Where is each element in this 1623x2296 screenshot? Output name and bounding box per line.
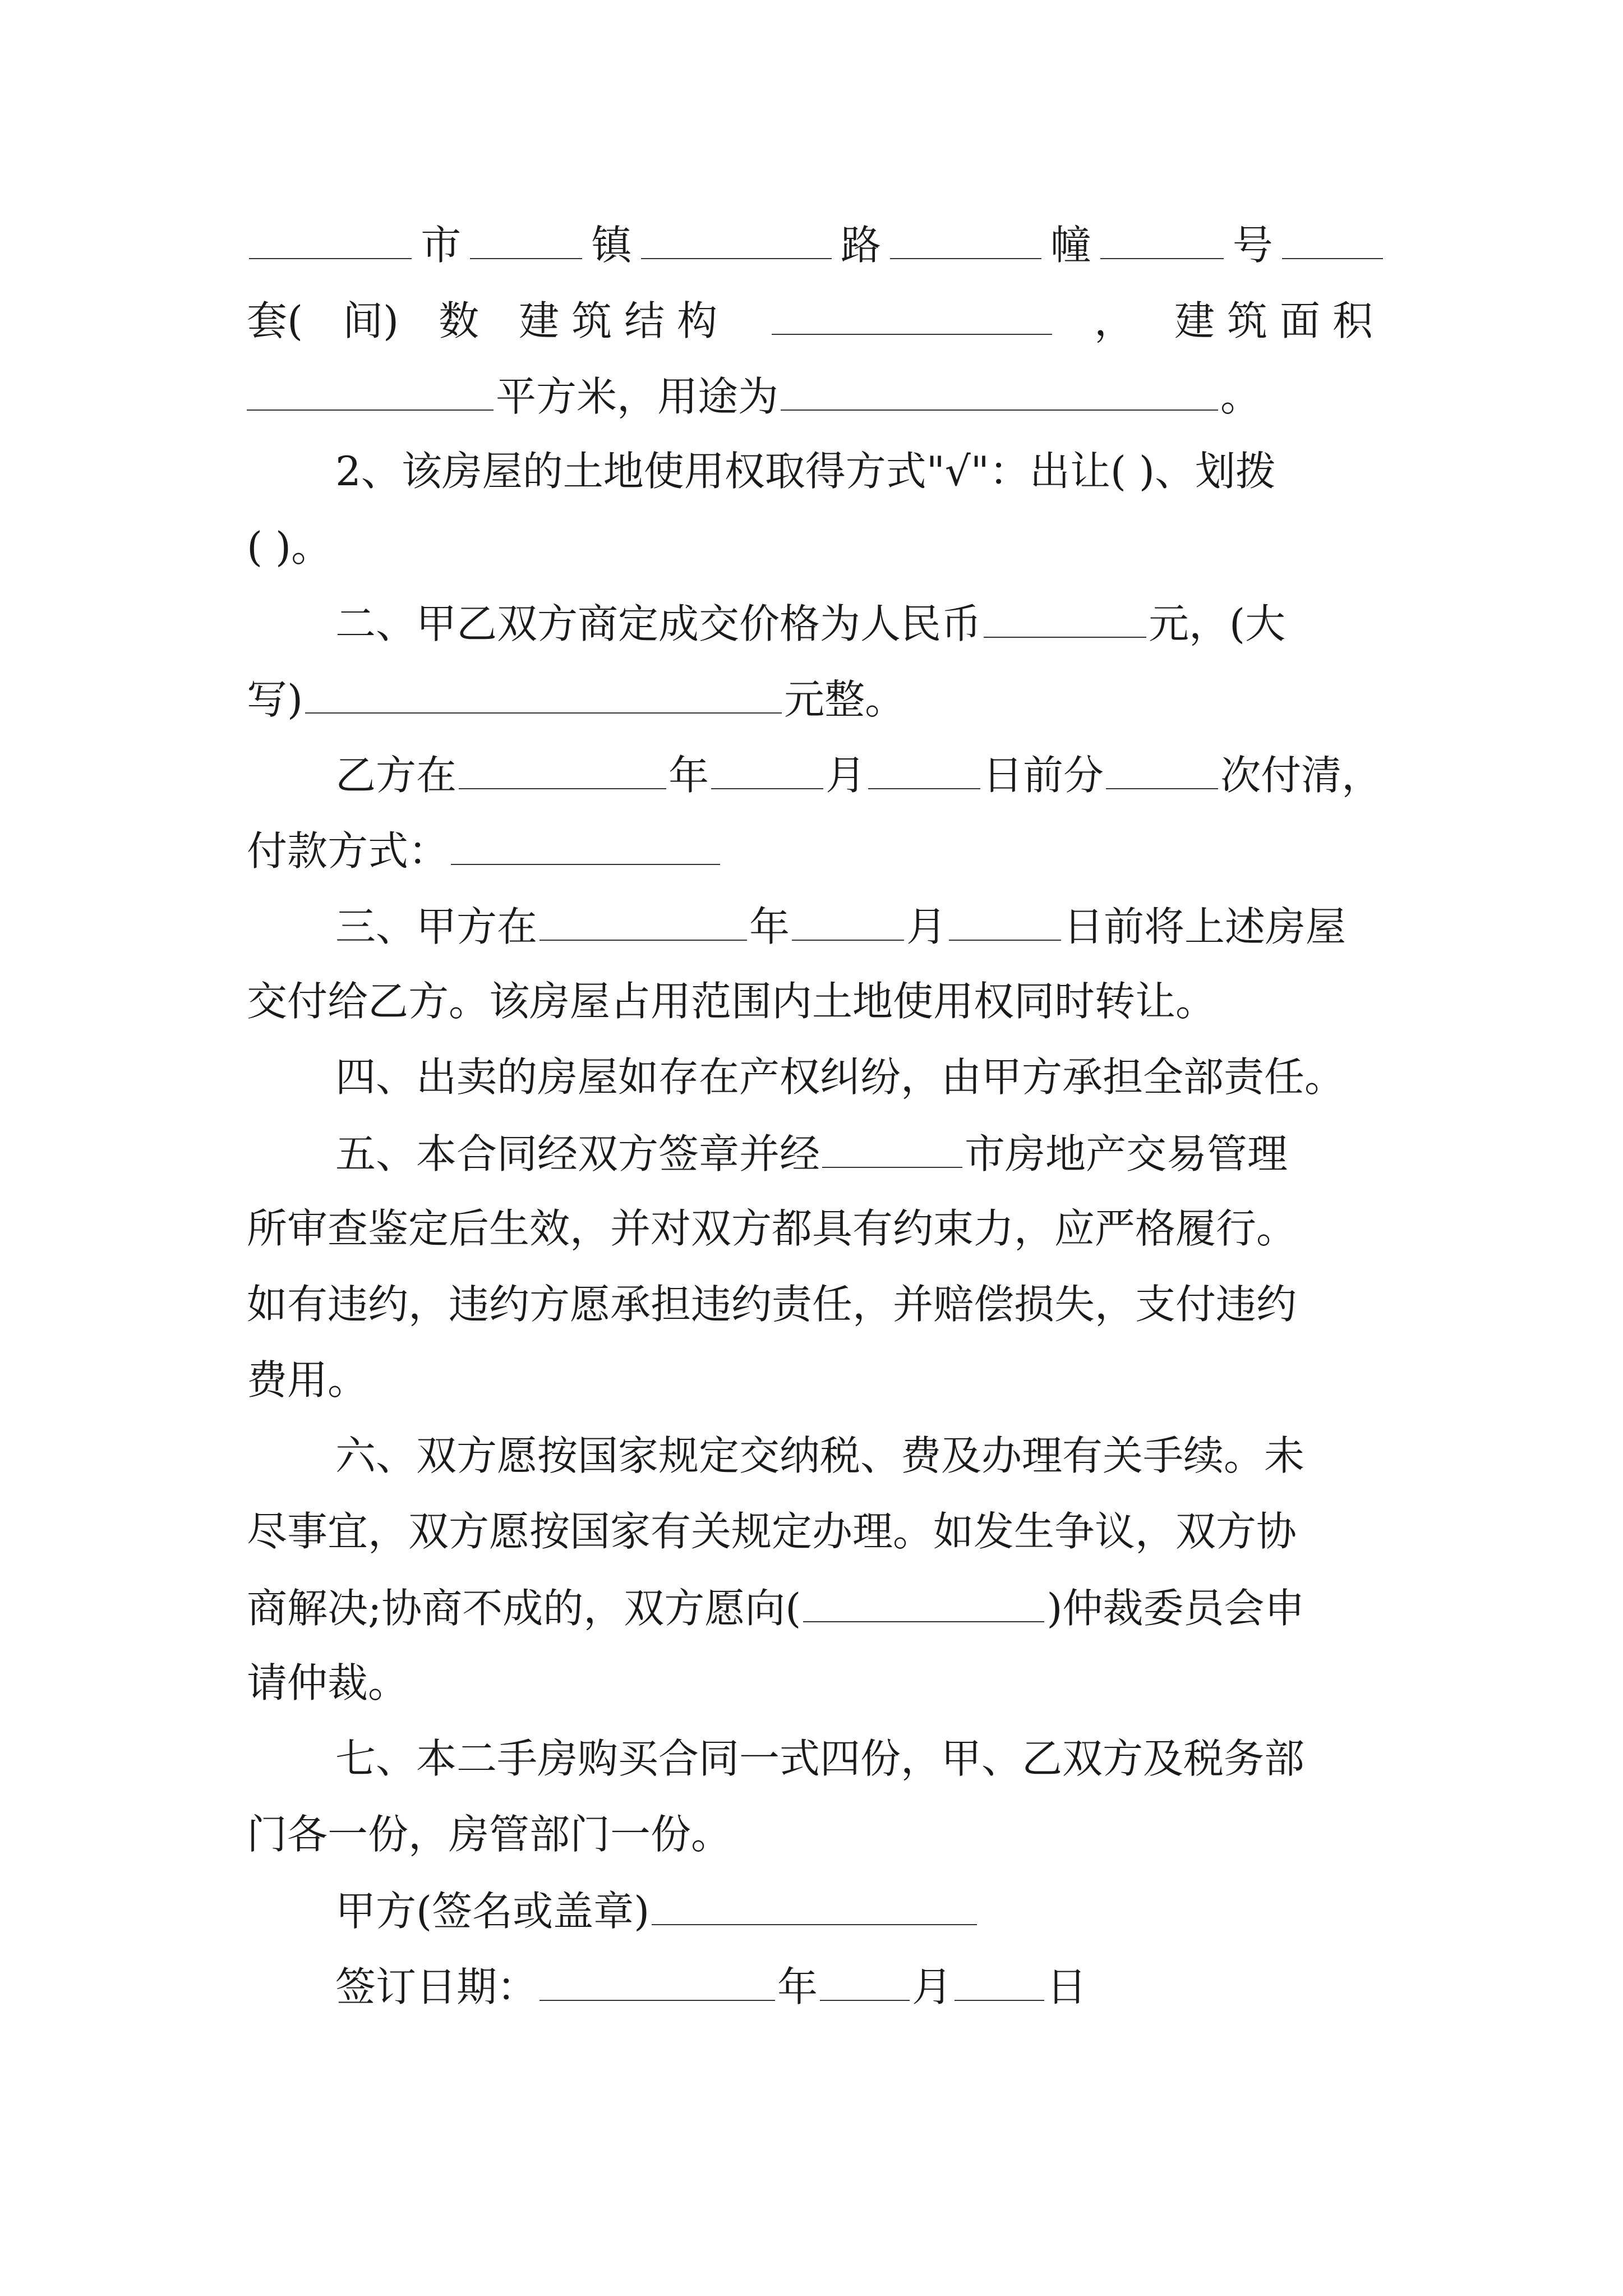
blank-date-month[interactable] [820,1955,910,2001]
blank-pay-month[interactable] [711,743,823,789]
clause-effect [335,1122,1385,1184]
label-road: 路 [840,222,881,269]
clause-effect-3 [247,1273,1385,1335]
comma: ， [1094,297,1135,344]
label-rooms-open: 套( [247,297,303,344]
payment-text-e: 次付清， [1220,752,1382,799]
blank-arbitration[interactable] [803,1576,1044,1622]
clause-6-text-d: )仲裁委员会申 [1046,1585,1305,1632]
delivery-text-c: 月 [906,903,947,950]
blank-number[interactable] [1100,213,1224,259]
clause-copies-2 [247,1803,1385,1865]
blank-town[interactable] [470,213,582,259]
blank-structure[interactable] [772,289,1052,335]
payment-text-c: 月 [826,752,866,799]
clause-land-right [335,440,1385,502]
date-year-label: 年 [777,1963,818,2010]
blank-delivery-month[interactable] [792,895,904,941]
payment-method-label: 付款方式： [247,827,449,875]
blank-road[interactable] [641,213,832,259]
label-area: 建筑面积 [1174,297,1385,344]
clause-4-text: 四、出卖的房屋如存在产权纠纷，由甲方承担全部责任。 [335,1053,1345,1101]
clause-dispute-ownership [335,1046,1385,1108]
label-city: 市 [421,222,462,269]
delivery-text-b: 年 [749,903,790,950]
payment-text-d: 日前分 [983,752,1104,799]
clause-price-cont [247,668,1385,729]
clause-delivery [335,895,1385,956]
blank-delivery-day[interactable] [949,895,1061,941]
clause-5-text-d: 如有违约，违约方愿承担违约责任，并赔偿损失，支付违约 [247,1281,1297,1328]
blank-area[interactable] [247,365,494,411]
blank-pay-day[interactable] [868,743,980,789]
blank-price[interactable] [984,592,1146,638]
address-line [247,213,1385,275]
payment-text-b: 年 [668,752,709,799]
clause-7-text-a: 七、本二手房购买合同一式四份，甲、乙双方及税务部 [335,1735,1305,1782]
clause-delivery-cont [247,970,1385,1032]
blank-pay-times[interactable] [1106,743,1218,789]
clause-land-right-cont [247,516,1385,578]
period: 。 [1220,373,1261,420]
signature-label: 甲方(签名或盖章) [335,1888,650,1935]
clause-price [335,592,1385,654]
clause-tax-2 [247,1501,1385,1562]
clause-effect-2 [247,1198,1385,1259]
clause-6-text-a: 六、双方愿按国家规定交纳税、费及办理有关手续。未 [335,1432,1305,1479]
clause-price-caps-end: 元整。 [784,676,906,723]
clause-land-right-text-2: ( )。 [247,523,332,570]
clause-effect-4 [247,1349,1385,1411]
label-rooms-mid: 间) [343,297,399,344]
clause-price-text: 二、甲乙双方商定成交价格为人民币 [335,600,982,647]
blank-city[interactable] [249,213,412,259]
date-month-label: 月 [912,1963,953,2010]
delivery-text-e: 交付给乙方。该房屋占用范围内土地使用权同时转让。 [247,978,1216,1025]
clause-land-right-text: 2、该房屋的土地使用权取得方式"√"：出让( )、划拨 [335,448,1276,495]
label-usage: ，用途为 [617,373,779,420]
blank-date-year[interactable] [540,1955,775,2001]
label-structure: 建筑结构 [519,297,730,344]
label-rooms-count: 数 [439,297,479,344]
clause-6-text-c: 商解决;协商不成的，双方愿向( [247,1585,801,1632]
area-usage-line [247,365,1385,426]
clause-payment-method [247,819,1385,881]
delivery-text-a: 三、甲方在 [335,903,538,950]
date-line [335,1955,1385,2017]
label-building: 幢 [1050,222,1091,269]
structure-line [247,289,1385,351]
clause-copies [335,1728,1385,1789]
blank-signature[interactable] [652,1879,977,1925]
clause-7-text-b: 门各一份，房管部门一份。 [247,1811,732,1858]
blank-unit[interactable] [1282,213,1383,259]
label-number: 号 [1232,222,1273,269]
clause-5-text-a: 五、本合同经双方签章并经 [335,1130,820,1177]
clause-5-text-b: 市房地产交易管理 [965,1130,1288,1177]
clause-6-text-b: 尽事宜，双方愿按国家有关规定办理。如发生争议，双方协 [247,1508,1297,1555]
date-label: 签订日期： [335,1963,538,2010]
blank-pay-year[interactable] [459,743,666,789]
clause-tax [335,1425,1385,1487]
clause-payment [335,743,1385,805]
blank-payment-method[interactable] [451,819,720,865]
clause-5-text-e: 费用。 [247,1356,368,1404]
clause-5-text-c: 所审查鉴定后生效，并对双方都具有约束力，应严格履行。 [247,1205,1297,1252]
signature-line [335,1879,1385,1941]
date-day-label: 日 [1046,1963,1087,2010]
blank-city-office[interactable] [822,1122,962,1168]
clause-tax-4 [247,1652,1385,1714]
blank-usage[interactable] [781,365,1218,411]
clause-6-text-e: 请仲裁。 [247,1659,409,1706]
blank-price-caps[interactable] [305,668,782,714]
label-town: 镇 [591,222,632,269]
delivery-text-d: 日前将上述房屋 [1063,903,1347,950]
clause-price-text-2: 元，(大 [1149,600,1286,647]
clause-tax-3 [247,1576,1385,1638]
blank-delivery-year[interactable] [540,895,747,941]
payment-text-a: 乙方在 [335,752,457,799]
label-sqm: 平方米 [496,373,617,420]
clause-price-caps-label: 写) [247,676,303,723]
blank-building[interactable] [890,213,1041,259]
blank-date-day[interactable] [955,1955,1044,2001]
